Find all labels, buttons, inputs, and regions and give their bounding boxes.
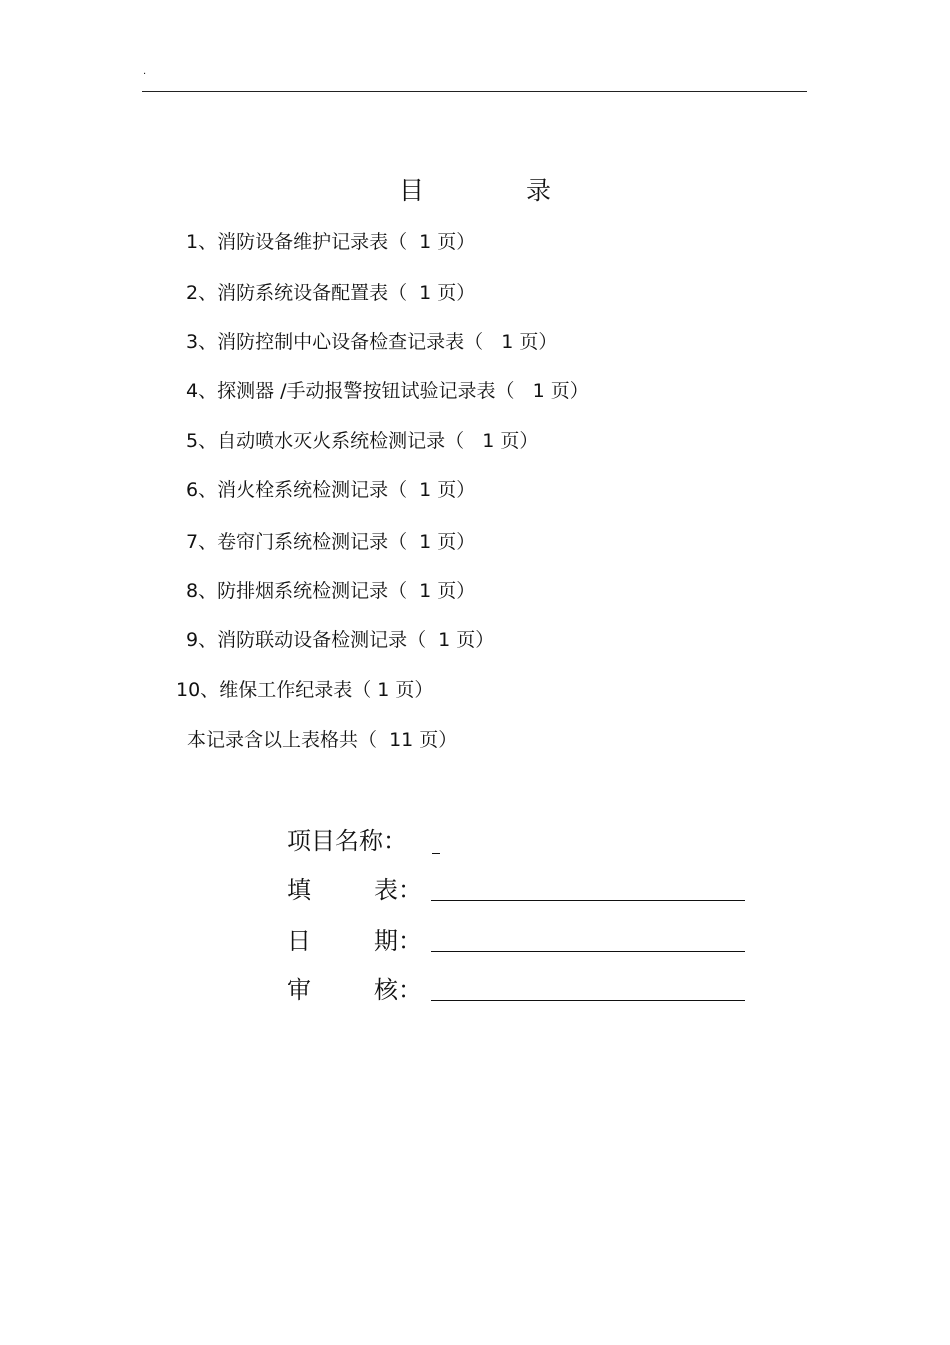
filler-label-first: 填 bbox=[287, 876, 311, 904]
project-name-field[interactable] bbox=[432, 853, 440, 854]
toc-item bbox=[186, 428, 538, 454]
toc-item bbox=[186, 229, 475, 255]
toc-item bbox=[186, 627, 494, 653]
toc-item-number: 8、 bbox=[186, 580, 218, 602]
toc-item bbox=[176, 677, 433, 703]
toc-item bbox=[186, 477, 475, 503]
header-rule bbox=[142, 91, 807, 92]
toc-item bbox=[186, 578, 475, 604]
toc-item-text: 消防控制中心设备检查记录表（ 1 页） bbox=[217, 331, 558, 353]
toc-item-text: 探测器 /手动报警按钮试验记录表（ 1 页） bbox=[217, 380, 589, 402]
toc-item-text: 自动喷水灭火系统检测记录（ 1 页） bbox=[217, 430, 539, 452]
toc-item-number: 1、 bbox=[186, 231, 218, 253]
toc-summary: 本记录含以上表格共（ 11 页） bbox=[187, 729, 458, 751]
toc-item bbox=[186, 280, 475, 306]
toc-item bbox=[186, 378, 589, 404]
filler-label-second: 表： bbox=[374, 876, 422, 904]
toc-item-number: 4、 bbox=[186, 380, 218, 402]
toc-item-number: 7、 bbox=[186, 531, 218, 553]
page-title-right: 录 bbox=[526, 176, 552, 205]
toc-item-text: 卷帘门系统检测记录（ 1 页） bbox=[217, 531, 476, 553]
toc-item-text: 消防系统设备配置表（ 1 页） bbox=[217, 282, 476, 304]
review-row bbox=[287, 974, 422, 1006]
toc-item bbox=[186, 329, 557, 355]
toc-item-text: 防排烟系统检测记录（ 1 页） bbox=[217, 580, 476, 602]
review-label-first: 审 bbox=[287, 976, 311, 1004]
project-name-row bbox=[287, 825, 407, 857]
toc-item-number: 3、 bbox=[186, 331, 218, 353]
page-title bbox=[0, 174, 950, 208]
toc-item-number: 2、 bbox=[186, 282, 218, 304]
review-label-second: 核： bbox=[374, 976, 422, 1004]
review-field[interactable] bbox=[431, 1000, 745, 1001]
filler-row bbox=[287, 874, 422, 906]
toc-item-text: 消防设备维护记录表（ 1 页） bbox=[217, 231, 476, 253]
toc-item-text: 消防联动设备检测记录（ 1 页） bbox=[217, 629, 495, 651]
page-title-left: 目 bbox=[399, 176, 425, 205]
date-field[interactable] bbox=[431, 951, 745, 952]
date-row bbox=[287, 925, 422, 957]
toc-item-text: 消火栓系统检测记录（ 1 页） bbox=[217, 479, 476, 501]
toc-item-text: 维保工作纪录表（ 1 页） bbox=[219, 679, 434, 701]
toc-item-number: 5、 bbox=[186, 430, 218, 452]
header-mark: . bbox=[143, 66, 147, 77]
date-label-first: 日 bbox=[287, 927, 311, 955]
toc-item-number: 9、 bbox=[186, 629, 218, 651]
project-name-label: 项目名称： bbox=[287, 827, 407, 855]
toc-item-number: 6、 bbox=[186, 479, 218, 501]
filler-field[interactable] bbox=[431, 900, 745, 901]
date-label-second: 期： bbox=[374, 927, 422, 955]
toc-item bbox=[186, 529, 475, 555]
toc-item-number: 10、 bbox=[176, 679, 220, 701]
